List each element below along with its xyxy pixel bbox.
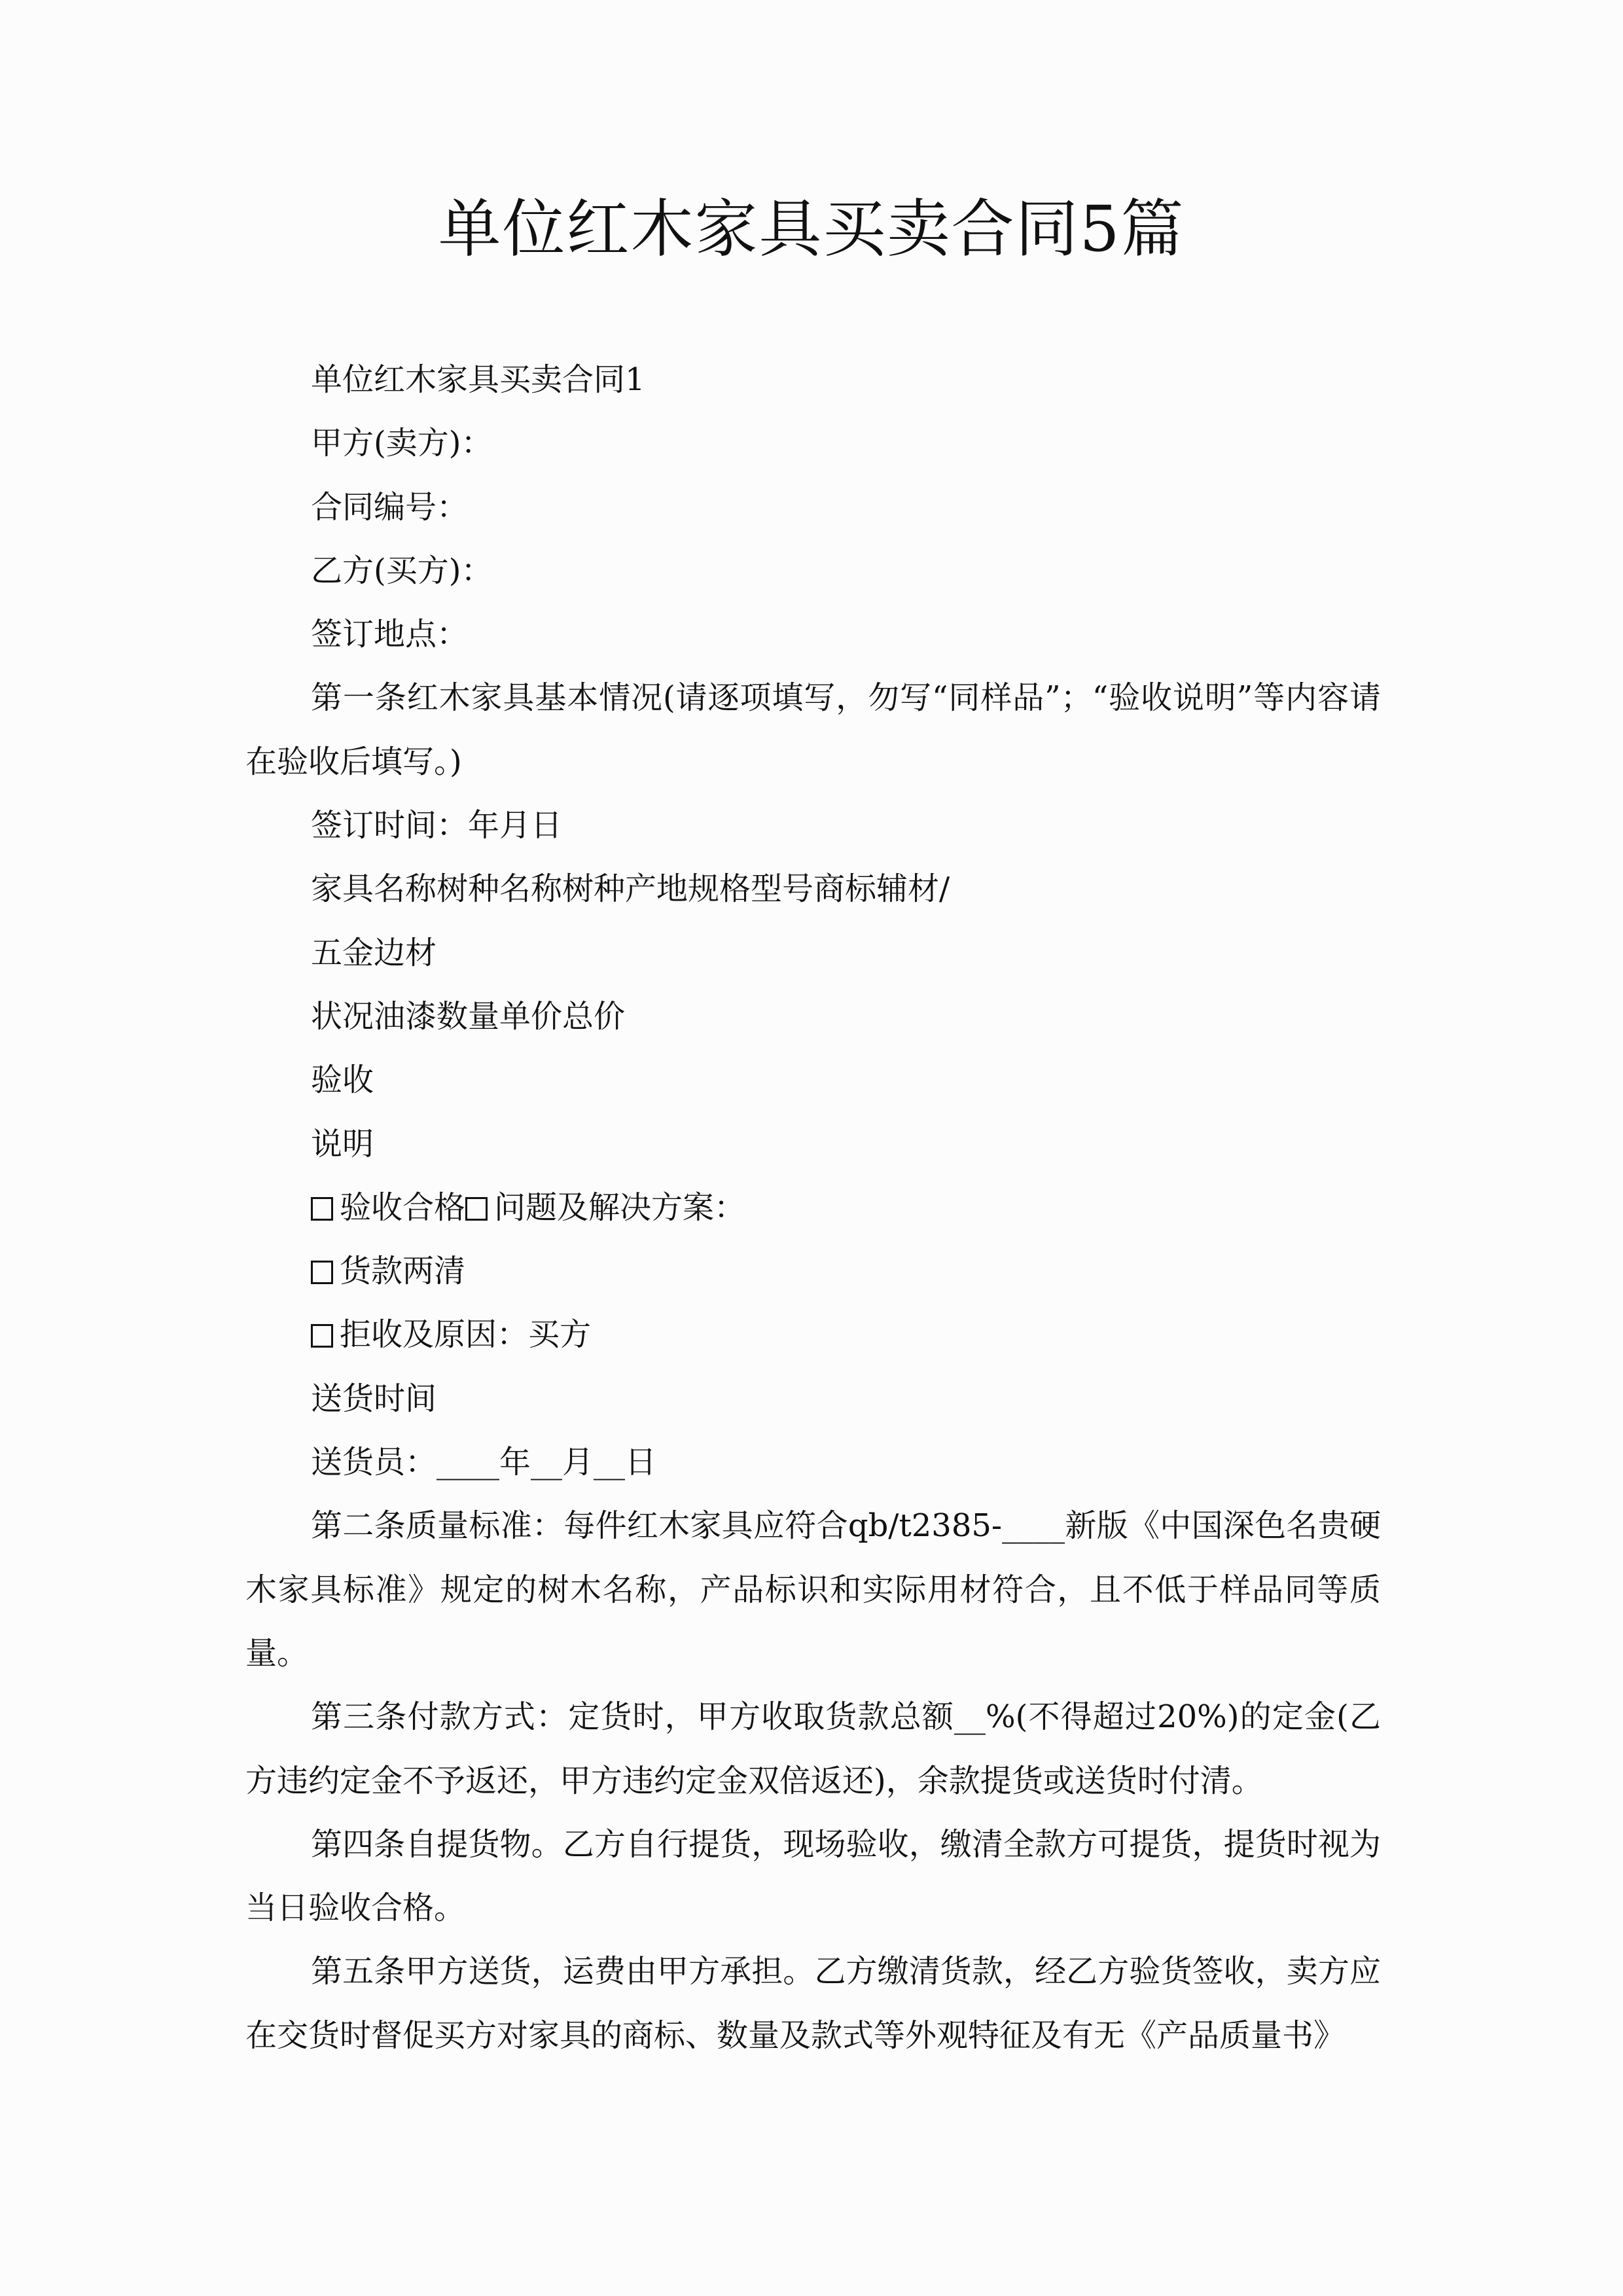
option-payment-settled: 货款两清 — [340, 1253, 466, 1290]
article-3-payment-method: 第三条付款方式：定货时，甲方收取货款总额__%(不得超过20%)的定金(乙方违约定金不予返还，甲方违约定金双倍返还)，余款提货或送货时付清。 — [245, 1698, 1381, 1799]
article-5-seller-delivery: 第五条甲方送货，运费由甲方承担。乙方缴清货款，经乙方验货签收，卖方应在交货时督促买方对家具的商标、数量及款式等外观特征及有无《产品质量书》 — [245, 1953, 1381, 2054]
document-title: 单位红木家具买卖合同5篇 — [438, 192, 1185, 266]
option-rejection: 拒收及原因：买方 — [340, 1316, 592, 1354]
checkbox-acceptance-passed[interactable] — [311, 1197, 333, 1221]
signing-date-field: 签订时间：年月日 — [311, 807, 563, 844]
delivery-person-field: 送货员：____年__月__日 — [311, 1444, 657, 1481]
article-1: 第一条红木家具基本情况(请逐项填写，勿写“同样品”；“验收说明”等内容请在验收后填写。) — [245, 679, 1381, 780]
contract-number-field: 合同编号： — [311, 488, 469, 526]
option-acceptance-passed: 验收合格 — [340, 1189, 466, 1226]
checkbox-rejection[interactable] — [311, 1324, 333, 1348]
remarks-label: 说明 — [311, 1125, 374, 1162]
article-2-quality-standard: 第二条质量标准：每件红木家具应符合qb/t2385-____新版《中国深色名贵硬木家具标准》规定的树木名称，产品标识和实际用材符合，且不低于样品同等质量。 — [245, 1507, 1381, 1672]
checkbox-problem-solution[interactable] — [465, 1197, 488, 1221]
delivery-time-label: 送货时间 — [311, 1380, 437, 1417]
checklist-line-payment — [245, 1240, 1381, 1303]
party-a-field: 甲方(卖方)： — [311, 425, 493, 462]
acceptance-label: 验收 — [311, 1062, 374, 1099]
option-problem-solution: 问题及解决方案： — [494, 1189, 746, 1226]
contract-subtitle: 单位红木家具买卖合同1 — [311, 361, 645, 398]
table-header-line-2: 五金边材 — [311, 934, 437, 971]
checklist-line-rejection — [245, 1303, 1381, 1367]
table-header-line-3: 状况油漆数量单价总价 — [311, 997, 626, 1035]
party-b-field: 乙方(买方)： — [311, 552, 493, 589]
checklist-line-acceptance — [245, 1176, 1381, 1240]
table-header-line-1: 家具名称树种名称树种产地规格型号商标辅材/ — [311, 870, 950, 908]
checkbox-payment-settled[interactable] — [311, 1261, 333, 1284]
document-body — [245, 348, 1381, 2068]
signing-place-field: 签订地点： — [311, 616, 469, 653]
article-4-self-pickup: 第四条自提货物。乙方自行提货，现场验收，缴清全款方可提货，提货时视为当日验收合格。 — [245, 1825, 1381, 1927]
